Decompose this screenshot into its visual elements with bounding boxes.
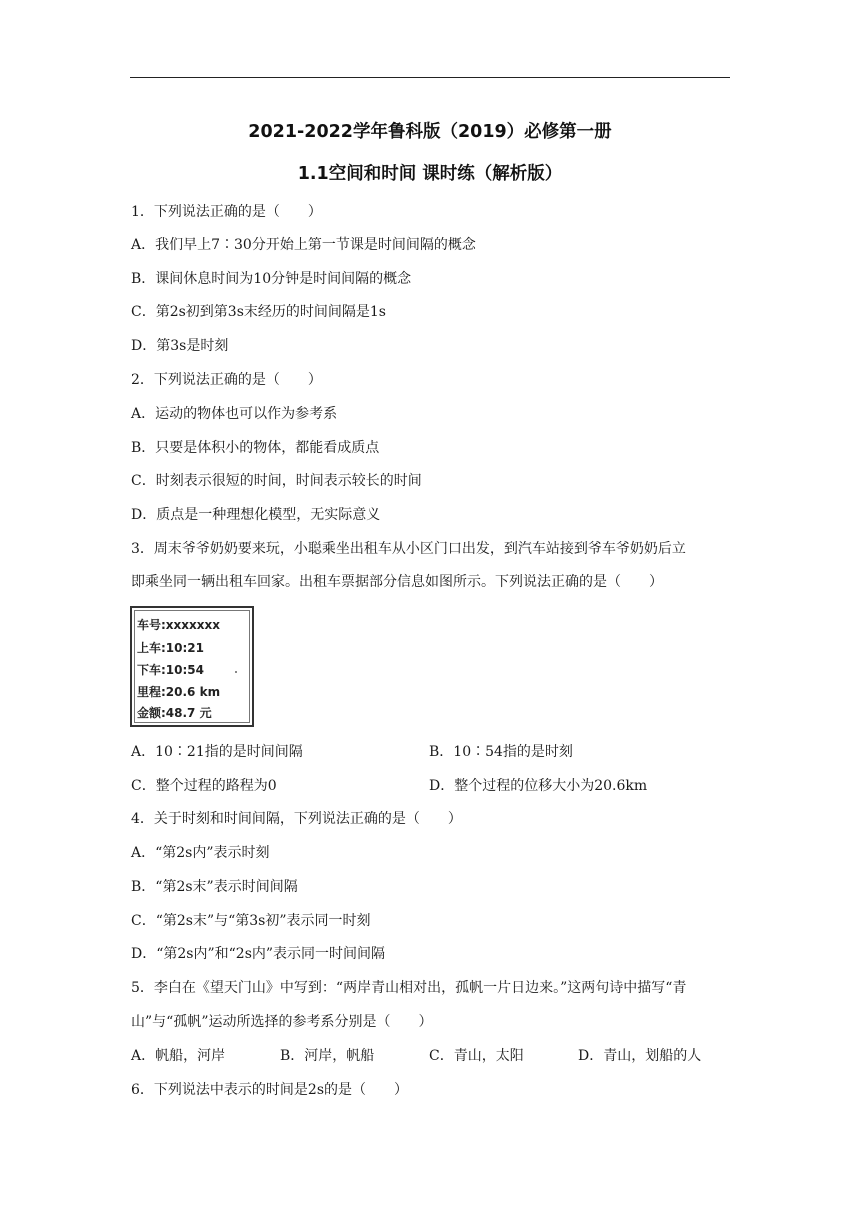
scan-speck [235, 671, 237, 673]
question-5-stem-line2: 山”与“孤帆”运动所选择的参考系分别是（ ） [131, 1014, 433, 1030]
question-1-option-a: A．我们早上7∶30分开始上第一节课是时间间隔的概念 [131, 237, 476, 253]
question-4-option-b: B．“第2s末”表示时间间隔 [131, 879, 298, 895]
question-5-option-c: C．青山，太阳 [429, 1048, 524, 1064]
question-3-option-b: B．10∶54指的是时刻 [429, 744, 573, 760]
taxi-receipt-image [130, 606, 254, 727]
question-4-option-c: C．“第2s末”与“第3s初”表示同一时刻 [131, 913, 371, 929]
question-3-stem-line1: 3．周末爷爷奶奶要来玩，小聪乘坐出租车从小区门口出发，到汽车站接到爷车爷奶奶后立 [131, 541, 686, 557]
question-5-option-b: B．河岸，帆船 [280, 1048, 375, 1064]
receipt-boarding-time: 上车:10:21 [137, 641, 204, 655]
document-title-line2: 1.1空间和时间 课时练（解析版） [297, 164, 563, 184]
question-5-option-a: A．帆船，河岸 [131, 1048, 226, 1064]
question-2-stem: 2．下列说法正确的是（ ） [131, 372, 322, 388]
receipt-alighting-time: 下车:10:54 [137, 663, 204, 677]
receipt-distance: 里程:20.6 km [137, 685, 221, 699]
question-4-stem: 4．关于时刻和时间间隔，下列说法正确的是（ ） [131, 811, 462, 827]
question-1-option-d: D．第3s是时刻 [131, 338, 229, 354]
question-4-option-d: D．“第2s内”和“2s内”表示同一时间间隔 [131, 946, 386, 962]
question-2-option-a: A．运动的物体也可以作为参考系 [131, 406, 338, 422]
top-rule [130, 77, 730, 78]
receipt-car-number: 车号:xxxxxxx [137, 618, 220, 632]
question-2-option-c: C．时刻表示很短的时间，时间表示较长的时间 [131, 473, 422, 489]
question-1-stem: 1．下列说法正确的是（ ） [131, 204, 322, 220]
question-3-option-c: C．整个过程的路程为0 [131, 778, 277, 794]
receipt-fare: 金额:48.7 元 [137, 706, 212, 720]
question-5-option-d: D．青山，划船的人 [578, 1048, 702, 1064]
question-2-option-d: D．质点是一种理想化模型，无实际意义 [131, 507, 381, 523]
question-6-stem: 6．下列说法中表示的时间是2s的是（ ） [131, 1082, 408, 1098]
question-5-stem-line1: 5．李白在《望天门山》中写到：“两岸青山相对出，孤帆一片日边来。”这两句诗中描写“青 [131, 980, 687, 996]
question-3-stem-line2: 即乘坐同一辆出租车回家。出租车票据部分信息如图所示。下列说法正确的是（ ） [131, 574, 663, 590]
question-3-option-d: D．整个过程的位移大小为20.6km [429, 778, 648, 794]
question-1-option-b: B．课间休息时间为10分钟是时间间隔的概念 [131, 271, 412, 287]
question-4-option-a: A．“第2s内”表示时刻 [131, 845, 270, 861]
document-title-line1: 2021-2022学年鲁科版（2019）必修第一册 [248, 122, 612, 142]
question-2-option-b: B．只要是体积小的物体，都能看成质点 [131, 440, 380, 456]
question-1-option-c: C．第2s初到第3s末经历的时间间隔是1s [131, 304, 386, 320]
question-3-option-a: A．10∶21指的是时间间隔 [131, 744, 303, 760]
